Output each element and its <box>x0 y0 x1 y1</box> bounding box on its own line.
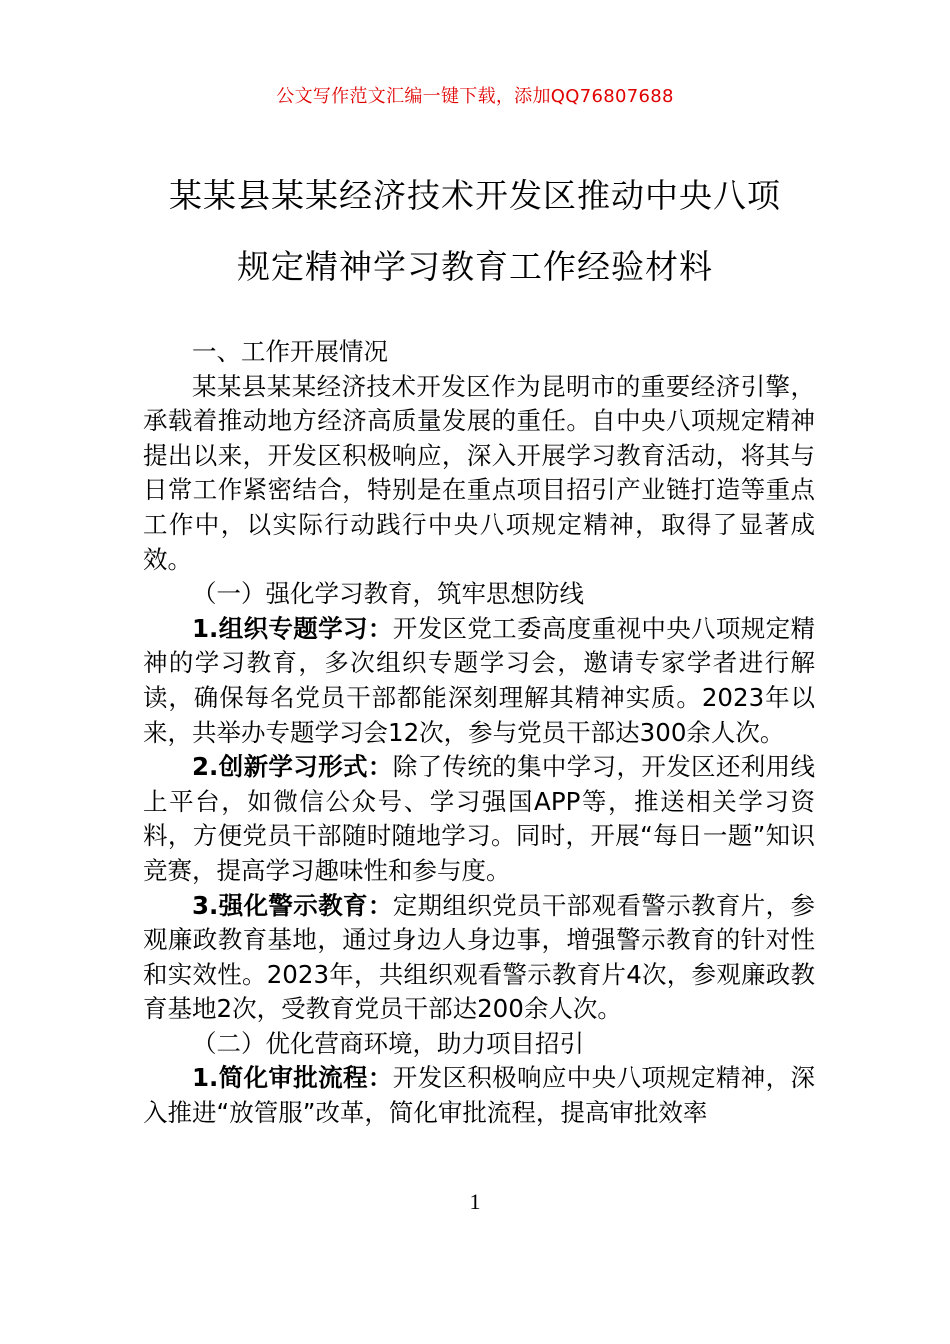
item-text: 除了传统的集中学习，开发区还利用线上平台，如微信公众号、学习强国APP等，推送相关学习资料，方便党员干部随时随地学习。同时，开展“每日一题”知识竞赛，提高学习趣味性和参与度。 <box>143 752 815 885</box>
item-label: 2.创新学习形式： <box>192 752 393 782</box>
subsection-heading-1: （一）强化学习教育，筑牢思想防线 <box>192 579 584 609</box>
document-title-line-1: 某某县某某经济技术开发区推动中央八项 <box>169 176 781 215</box>
list-item <box>143 1061 815 1130</box>
item-label: 1.简化审批流程： <box>192 1063 393 1093</box>
list-item <box>143 750 815 888</box>
item-label: 1.组织专题学习： <box>192 613 393 643</box>
promo-banner: 公文写作范文汇编一键下载，添加QQ76807688 <box>276 86 674 107</box>
intro-paragraph: 某某县某某经济技术开发区作为昆明市的重要经济引擎，承载着推动地方经济高质量发展的重任。自中央八项规定精神提出以来，开发区积极响应，深入开展学习教育活动，将其与日常工作紧密结合，特别是在重点项目招引产业链打造等重点工作中，以实际行动践行中央八项规定精神，取得了显著成效。 <box>143 371 815 574</box>
list-item <box>143 612 815 750</box>
document-title-line-2: 规定精神学习教育工作经验材料 <box>237 247 713 286</box>
page-number: 1 <box>469 1189 481 1214</box>
subsection-heading-2: （二）优化营商环境，助力项目招引 <box>192 1028 584 1058</box>
list-item <box>143 889 815 1027</box>
document-body <box>143 335 815 1131</box>
item-text: 开发区积极响应中央八项规定精神，深入推进“放管服”改革，简化审批流程，提高审批效率 <box>143 1063 815 1128</box>
item-label: 3.强化警示教育： <box>192 890 393 920</box>
section-heading: 一、工作开展情况 <box>192 337 388 366</box>
item-text: 开发区党工委高度重视中央八项规定精神的学习教育，多次组织专题学习会，邀请专家学者进行解读，确保每名党员干部都能深刻理解其精神实质。2023年以来，共举办专题学习会12次，参与党员干部达300余人次。 <box>143 613 815 747</box>
item-text: 定期组织党员干部观看警示教育片，参观廉政教育基地，通过身边人身边事，增强警示教育的针对性和实效性。2023年，共组织观看警示教育片4次，参观廉政教育基地2次，受教育党员干部达200余人次。 <box>143 890 815 1024</box>
